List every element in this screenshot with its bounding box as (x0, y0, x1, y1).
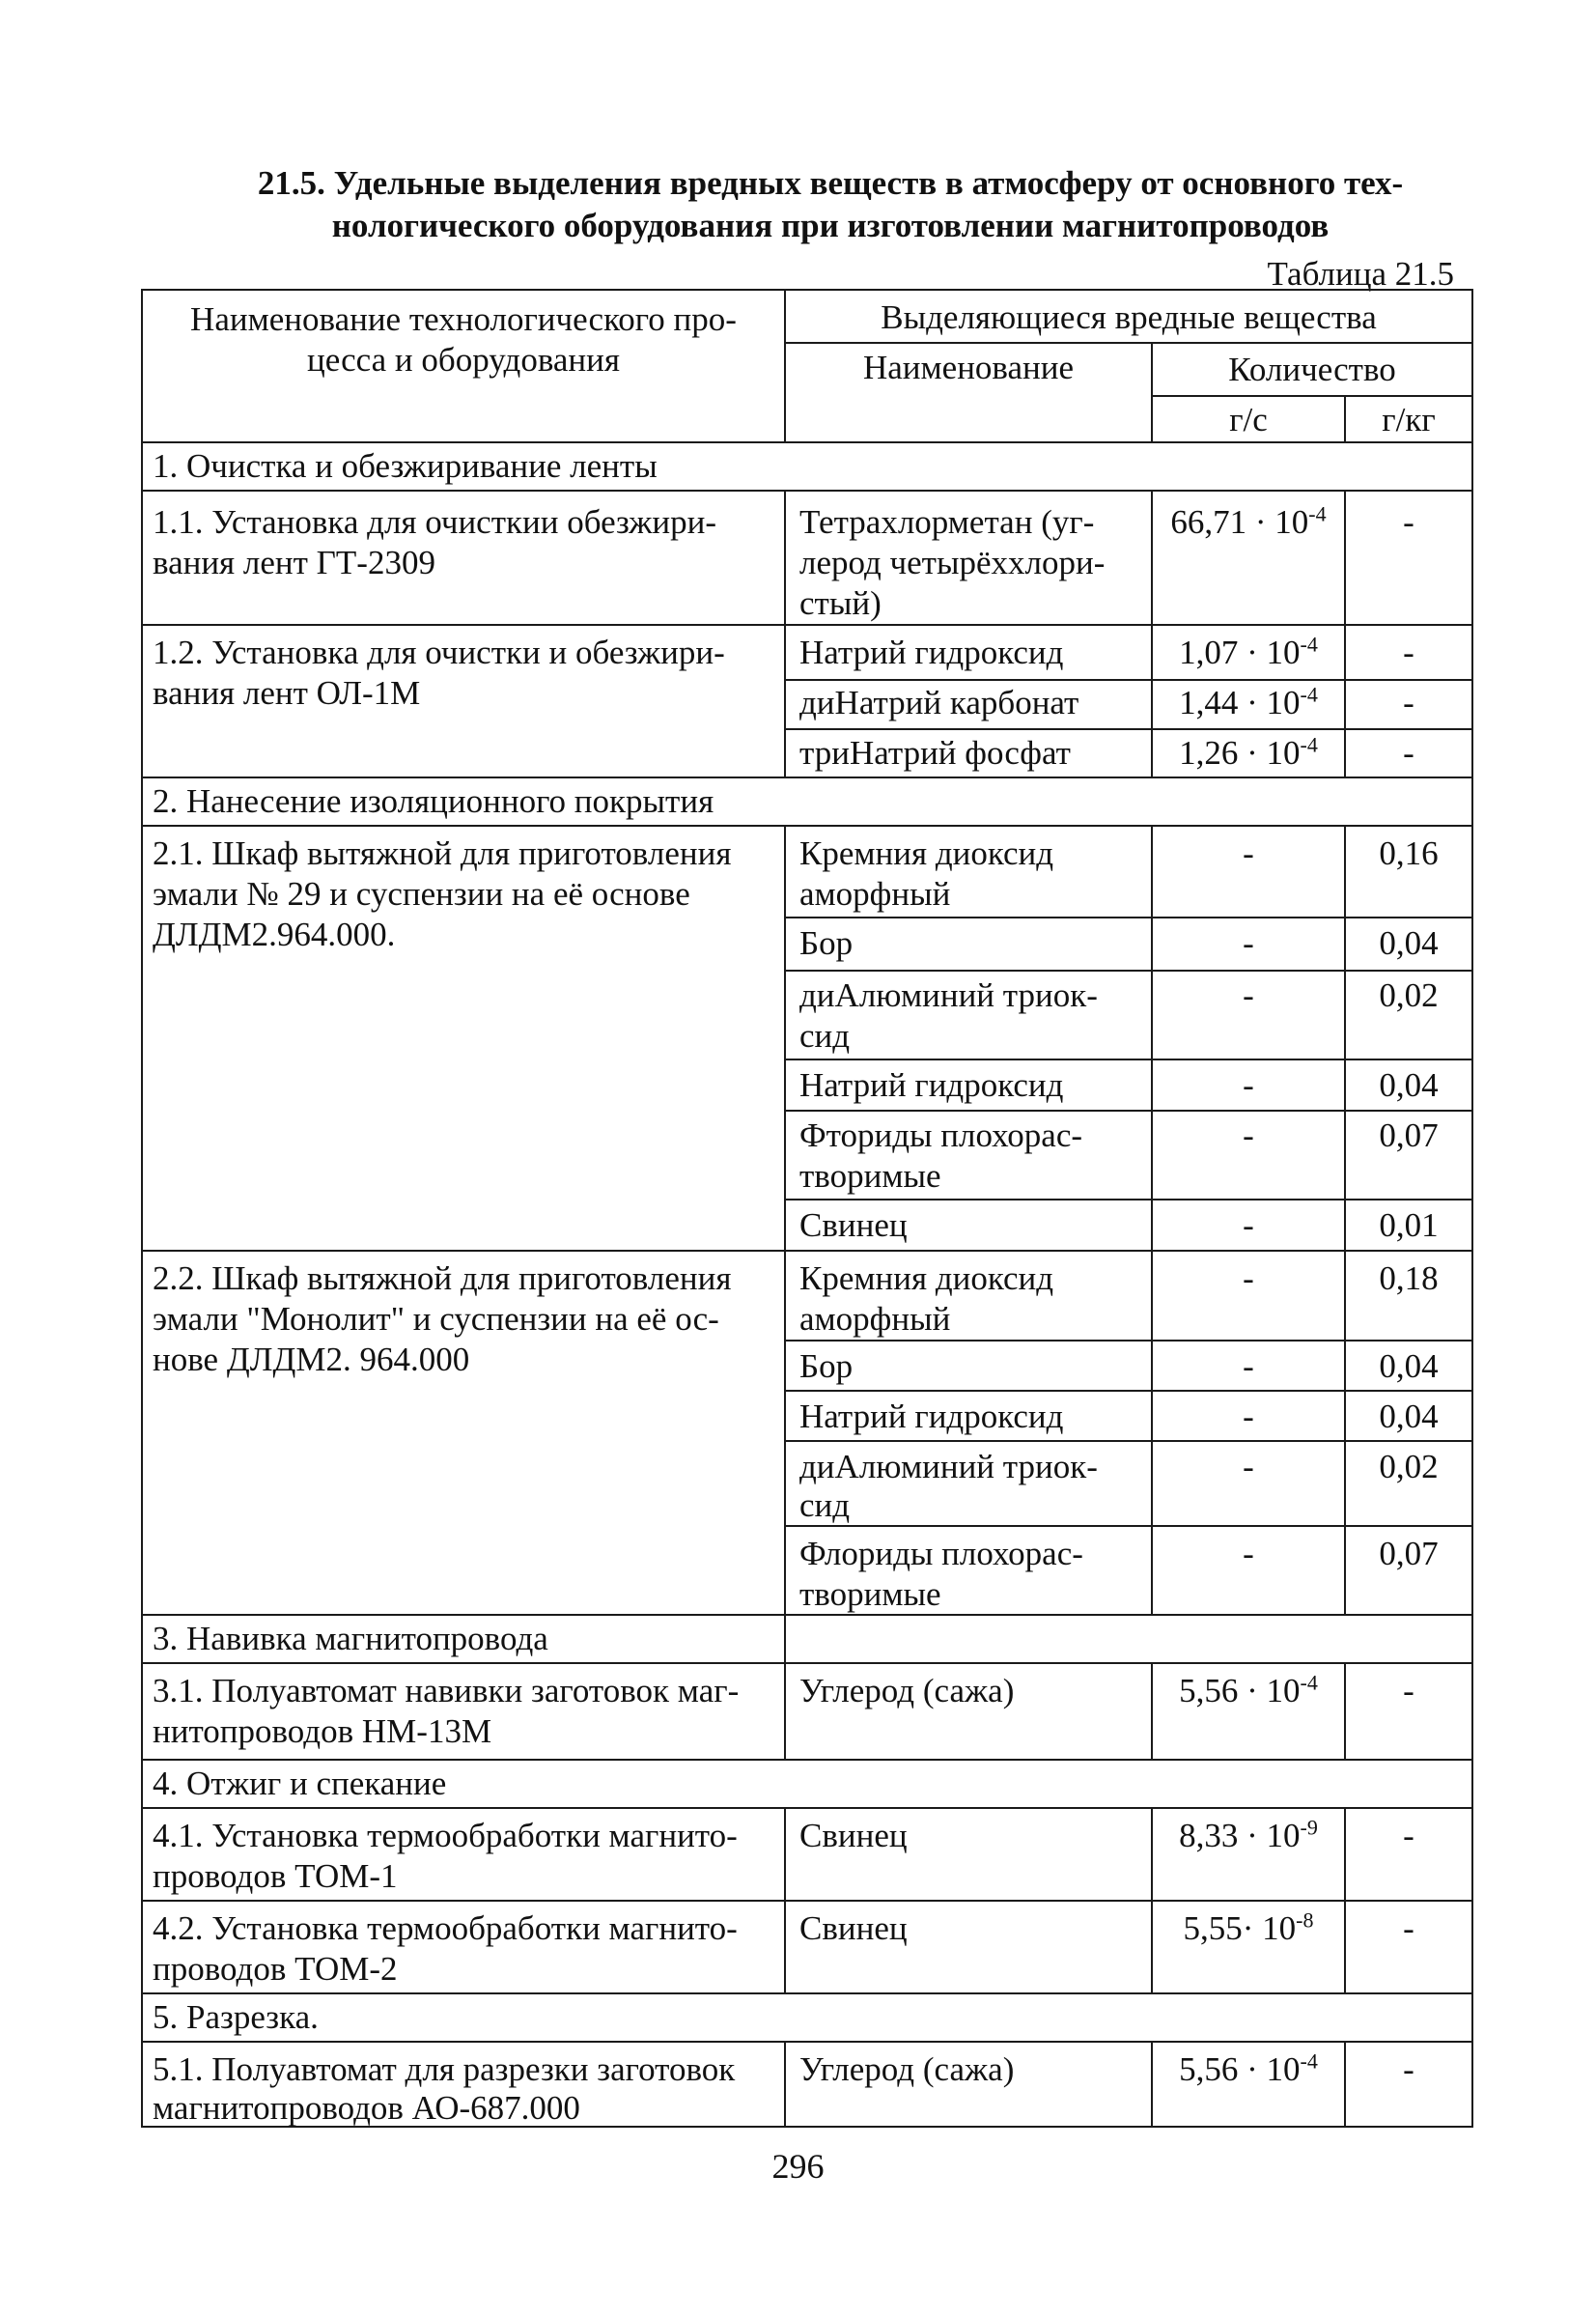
process-text: ДЛДМ2.964.000. (153, 916, 396, 953)
section-title: 3. Навивка магнитопровода (153, 1620, 548, 1657)
substance-name: Флориды плохорас- (799, 1535, 1083, 1572)
value-gkg: 0,16 (1379, 834, 1439, 872)
value-gs: - (1243, 1066, 1254, 1104)
value-gs: - (1243, 1398, 1254, 1435)
value-gs: - (1243, 924, 1254, 962)
value-gkg: - (1403, 1672, 1414, 1709)
section-title: 4. Отжиг и спекание (153, 1765, 447, 1802)
value-gkg: 0,04 (1379, 924, 1439, 962)
process-text: магнитопроводов АО-687.000 (153, 2089, 580, 2127)
value-gkg: 0,04 (1379, 1398, 1439, 1435)
substance-name: стый) (799, 584, 882, 622)
value-gs: - (1243, 834, 1254, 872)
section-title: 1. Очистка и обезжиривание ленты (153, 447, 658, 485)
substance-name: сид (799, 1017, 851, 1055)
substance-name: диАлюминий триок- (799, 976, 1098, 1014)
value-gs: - (1243, 1448, 1254, 1485)
page-number: 296 (771, 2147, 825, 2186)
value-gkg: - (1403, 734, 1414, 772)
value-gkg: - (1403, 634, 1414, 671)
section-title: 2. Нанесение изоляционного покрытия (153, 782, 714, 820)
substance-name: Углерод (сажа) (799, 2050, 1015, 2088)
substance-name: Натрий гидроксид (799, 1066, 1064, 1104)
process-text: 4.2. Установка термообработки магнито- (153, 1909, 738, 1947)
process-text: вания лент ОЛ-1М (153, 674, 421, 712)
value-gs: $8,33 \cdot 10^{-9}$ (1179, 1815, 1318, 1854)
process-text: 2.1. Шкаф вытяжной для приготовления (153, 834, 732, 872)
value-gkg: 0,02 (1379, 1448, 1439, 1485)
process-text: нитопроводов НМ-13М (153, 1712, 492, 1750)
header-process-line-1: Наименование технологического про- (190, 300, 737, 338)
value-gkg: 0,07 (1379, 1116, 1439, 1154)
substance-name: творимые (799, 1157, 941, 1195)
substance-name: творимые (799, 1575, 941, 1613)
header-process-line-2: цесса и оборудования (306, 341, 620, 379)
substance-name: Свинец (799, 1909, 908, 1947)
process-text: 4.1. Установка термообработки магнито- (153, 1817, 738, 1854)
section-heading-line-2: нологического оборудования при изготовлении магнитопроводов (331, 207, 1330, 244)
process-text: 1.2. Установка для очистки и обезжири- (153, 634, 725, 671)
process-text: вания лент ГТ-2309 (153, 544, 435, 581)
value-gs: $1,26 \cdot 10^{-4}$ (1179, 732, 1318, 772)
section-heading-line-1: 21.5. Удельные выделения вредных веществ в атмосферу от основного тех- (257, 164, 1404, 202)
process-text: эмали № 29 и суспензии на её основе (153, 875, 690, 913)
substance-name: Бор (799, 924, 854, 962)
substance-name: Тетрахлорметан (уг- (799, 503, 1095, 541)
substance-name: Кремния диоксид (799, 834, 1054, 872)
substance-name: Бор (799, 1347, 854, 1385)
process-text: 5.1. Полуавтомат для разрезки заготовок (153, 2050, 736, 2088)
value-gs: $66,71 \cdot 10^{-4}$ (1170, 501, 1327, 541)
value-gkg: - (1403, 1909, 1414, 1947)
value-gs: - (1243, 1347, 1254, 1385)
value-gkg: 0,18 (1379, 1259, 1439, 1297)
value-gs: - (1243, 1535, 1254, 1572)
value-gkg: 0,07 (1379, 1535, 1439, 1572)
process-text: 3.1. Полуавтомат навивки заготовок маг- (153, 1672, 740, 1709)
substance-name: Свинец (799, 1206, 908, 1244)
substance-name: диНатрий карбонат (799, 684, 1079, 721)
value-gkg: 0,04 (1379, 1066, 1439, 1104)
process-text: проводов ТОМ-2 (153, 1950, 398, 1988)
value-gkg: 0,01 (1379, 1206, 1439, 1244)
process-text: нове ДЛДМ2. 964.000 (153, 1341, 470, 1378)
header-quantity: Количество (1228, 351, 1396, 388)
value-gs: - (1243, 976, 1254, 1014)
substance-name: Фториды плохорас- (799, 1116, 1083, 1154)
value-gkg: - (1403, 503, 1414, 541)
substance-name: лерод четырёххлори- (799, 544, 1106, 581)
process-text: эмали "Монолит" и суспензии на её ос- (153, 1300, 719, 1338)
substance-name: Свинец (799, 1817, 908, 1854)
substance-name: аморфный (799, 875, 951, 913)
substance-name: Натрий гидроксид (799, 634, 1064, 671)
substance-name: Углерод (сажа) (799, 1672, 1015, 1709)
substance-name: триНатрий фосфат (799, 734, 1071, 772)
substance-name: Кремния диоксид (799, 1259, 1054, 1297)
value-gkg: - (1403, 2050, 1414, 2088)
process-text: 1.1. Установка для очисткии обезжири- (153, 503, 717, 541)
substance-name: Натрий гидроксид (799, 1398, 1064, 1435)
value-gkg: - (1403, 1817, 1414, 1854)
value-gs: - (1243, 1116, 1254, 1154)
value-gs: $1,07 \cdot 10^{-4}$ (1179, 632, 1318, 671)
value-gs: $1,44 \cdot 10^{-4}$ (1179, 682, 1318, 721)
header-gkg: г/кг (1382, 401, 1436, 438)
process-text: проводов ТОМ-1 (153, 1857, 398, 1895)
process-text: 2.2. Шкаф вытяжной для приготовления (153, 1259, 732, 1297)
value-gs: - (1243, 1206, 1254, 1244)
header-gs: г/с (1229, 401, 1268, 438)
value-gkg: 0,04 (1379, 1347, 1439, 1385)
header-name: Наименование (862, 349, 1075, 386)
value-gs: $5,56 \cdot 10^{-4}$ (1179, 1670, 1318, 1709)
value-gkg: - (1403, 684, 1414, 721)
value-gs: $5,56 \cdot 10^{-4}$ (1179, 2048, 1318, 2088)
header-substances: Выделяющиеся вредные вещества (881, 298, 1377, 336)
value-gs: $5,55\cdot 10^{-8}$ (1183, 1907, 1314, 1947)
table-label: Таблица 21.5 (1267, 255, 1454, 293)
substance-name: диАлюминий триок- (799, 1448, 1098, 1485)
section-title: 5. Разрезка. (153, 1998, 319, 2036)
value-gkg: 0,02 (1379, 976, 1439, 1014)
substance-name: сид (799, 1486, 851, 1524)
value-gs: - (1243, 1259, 1254, 1297)
substance-name: аморфный (799, 1300, 951, 1338)
